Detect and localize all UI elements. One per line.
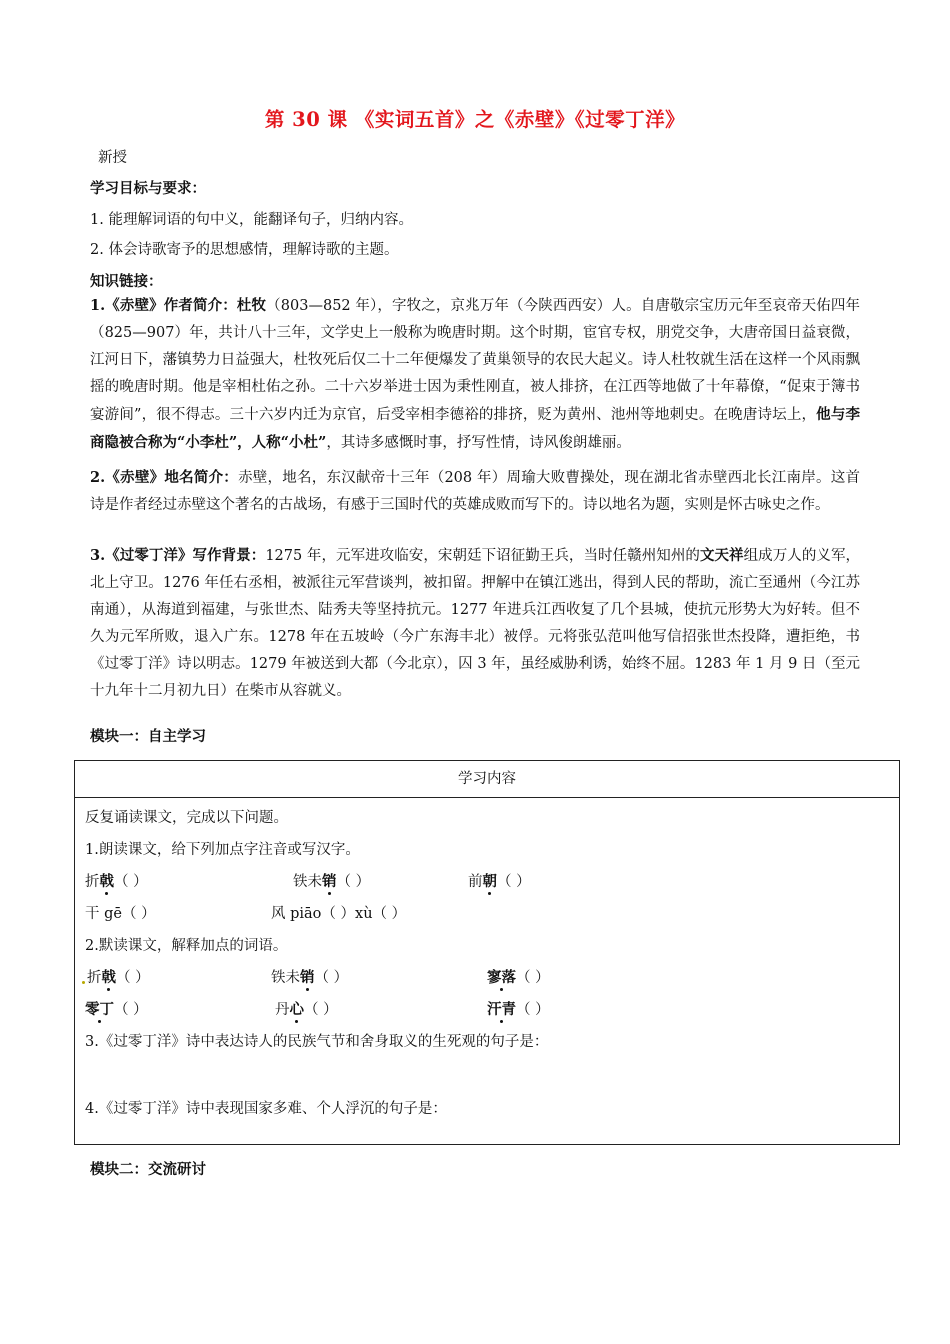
question-2: 2.默读课文，解释加点的词语。 xyxy=(85,938,288,954)
page-title: 第 30 课 《实词五首》之《赤壁》《过零丁洋》 xyxy=(264,108,686,131)
q1-item-1-blank: （ ） xyxy=(114,874,148,890)
goals-heading: 学习目标与要求： xyxy=(90,180,206,197)
q1-item-5: 风 piāo（ ）xù（ ） xyxy=(271,906,407,922)
knowledge-paragraph-1 xyxy=(90,292,860,457)
knowledge-p1-label: 1.《赤壁》作者简介：杜牧 xyxy=(90,297,267,314)
q1-item-3 xyxy=(468,870,531,891)
q2-item-6-blank: （ ） xyxy=(516,1002,550,1018)
q2-item-1-blank: （ ） xyxy=(116,970,150,986)
q2-item-2 xyxy=(271,966,348,987)
knowledge-p3-text-a: 1275 年，元军进攻临安，宋朝廷下诏征勤王兵，当时任赣州知州的 xyxy=(265,548,700,564)
q1-item-3-dotted: 朝 xyxy=(482,873,497,890)
q1-item-2-blank: （ ） xyxy=(336,874,371,890)
q2-item-2-pre: 铁未 xyxy=(271,970,300,986)
q2-item-1 xyxy=(87,966,150,987)
q2-item-5-blank: （ ） xyxy=(304,1002,338,1018)
q1-item-2-dotted: 销 xyxy=(322,873,337,890)
q2-item-1-pre: 折 xyxy=(87,970,102,986)
q2-item-6 xyxy=(487,998,550,1019)
table-intro: 反复诵读课文，完成以下问题。 xyxy=(85,810,288,826)
module1-heading: 模块一：自主学习 xyxy=(90,728,206,745)
knowledge-p1-text: （803—852 年），字牧之，京兆万年（今陕西西安）人。自唐敬宗宝历元年至哀帝天佑四年（825—907）年，共计八十三年，文学史上一般称为晚唐时期。这个时期，宦官专权，朋党交争，大唐帝国日益衰微，江河日下，藩镇势力日益强大，杜牧死后仅二十二年便爆发了黄巢领导的农民大起义。诗人杜牧就生活在这样一个风雨飘摇的晚唐时期。他是宰相杜佑之孙。二十六岁举进士因为秉性刚直，被人排挤，在江西等地做了十年幕僚，“促束于簿书宴游间”，很不得志。三十六岁内迁为京官，后受宰相李德裕的排挤，贬为黄州、池州等地刺史。在晚唐诗坛上， xyxy=(90,298,860,423)
q1-item-1 xyxy=(85,870,148,891)
q1-item-1-dotted: 戟 xyxy=(99,873,114,890)
q2-item-6-dotted: 汗青 xyxy=(487,1001,516,1018)
knowledge-paragraph-3 xyxy=(90,542,860,705)
q1-item-3-pre: 前 xyxy=(468,874,483,890)
knowledge-p3-label: 3.《过零丁洋》写作背景： xyxy=(90,547,266,564)
lesson-type: 新授 xyxy=(98,150,127,166)
q2-item-5-pre: 丹 xyxy=(275,1002,290,1018)
q2-item-3 xyxy=(487,966,550,987)
q2-item-5 xyxy=(275,998,338,1019)
knowledge-p3-text-b: 组成万人的义军，北上守卫。1276 年任右丞相，被派往元军营谈判，被扣留。押解中在镇江逃出，得到人民的帮助，流亡至通州（今江苏南通），从海道到福建，与张世杰、陆秀夫等坚持抗元。1277 年进兵江西收复了几个县城，使抗元形势大为好转。但不久为元军所败，退入广东。1278 年在五坡岭（今广东海丰北）被俘。元将张弘范叫他写信招张世杰投降，遭拒绝，书《过零丁洋》诗以明志。1279 年被送到大都（今北京），囚 3 年，虽经威胁利诱，始终不屈。1283 年 1 月 9 日（至元十九年十二月初九日）在柴市从容就义。 xyxy=(90,548,861,699)
module2-heading: 模块二：交流研讨 xyxy=(90,1161,206,1178)
q2-item-3-dotted: 寥落 xyxy=(487,969,516,986)
knowledge-paragraph-2 xyxy=(90,464,860,519)
question-3: 3.《过零丁洋》诗中表达诗人的民族气节和舍身取义的生死观的句子是： xyxy=(85,1034,549,1050)
q2-item-4-blank: （ ） xyxy=(114,1002,148,1018)
knowledge-p2-label: 2.《赤壁》地名简介： xyxy=(90,469,239,486)
q2-item-2-blank: （ ） xyxy=(314,970,349,986)
knowledge-p1-bold: 他与李商隐被合称为“小李杜”，人称“小杜” xyxy=(90,406,861,451)
q1-item-1-pre: 折 xyxy=(85,874,100,890)
q2-item-1-dotted: 戟 xyxy=(101,969,116,986)
q2-item-3-blank: （ ） xyxy=(516,970,550,986)
table-header: 学习内容 xyxy=(75,761,899,798)
goal-item-2: 2. 体会诗歌寄予的思想感情，理解诗歌的主题。 xyxy=(90,242,399,258)
study-content-table xyxy=(74,760,900,1145)
knowledge-p2-text: 赤壁，地名，东汉献帝十三年（208 年）周瑜大败曹操处，现在湖北省赤壁西北长江南岸。这首诗是作者经过赤壁这个著名的古战场，有感于三国时代的英雄成败而写下的。诗以地名为题，实则是怀古咏史之作。 xyxy=(90,470,860,513)
q2-item-2-dotted: 销 xyxy=(300,969,315,986)
q1-item-2 xyxy=(293,870,370,891)
q2-item-4 xyxy=(85,998,148,1019)
knowledge-p3-bold: 文天祥 xyxy=(699,547,744,564)
q2-item-4-dotted: 零丁 xyxy=(85,1001,114,1018)
q1-item-4: 干 gē（ ） xyxy=(85,906,156,922)
q2-item-5-dotted: 心 xyxy=(289,1001,304,1018)
question-4: 4.《过零丁洋》诗中表现国家多难、个人浮沉的句子是： xyxy=(85,1101,447,1117)
goal-item-1: 1. 能理解词语的句中义，能翻译句子，归纳内容。 xyxy=(90,212,413,228)
question-1: 1.朗读课文，给下列加点字注音或写汉字。 xyxy=(85,842,360,858)
q1-item-3-blank: （ ） xyxy=(497,874,531,890)
knowledge-p1-tail: ，其诗多感慨时事，抒写性情，诗风俊朗雄丽。 xyxy=(326,435,631,451)
q1-item-2-pre: 铁未 xyxy=(293,874,322,890)
knowledge-heading: 知识链接： xyxy=(90,273,163,290)
